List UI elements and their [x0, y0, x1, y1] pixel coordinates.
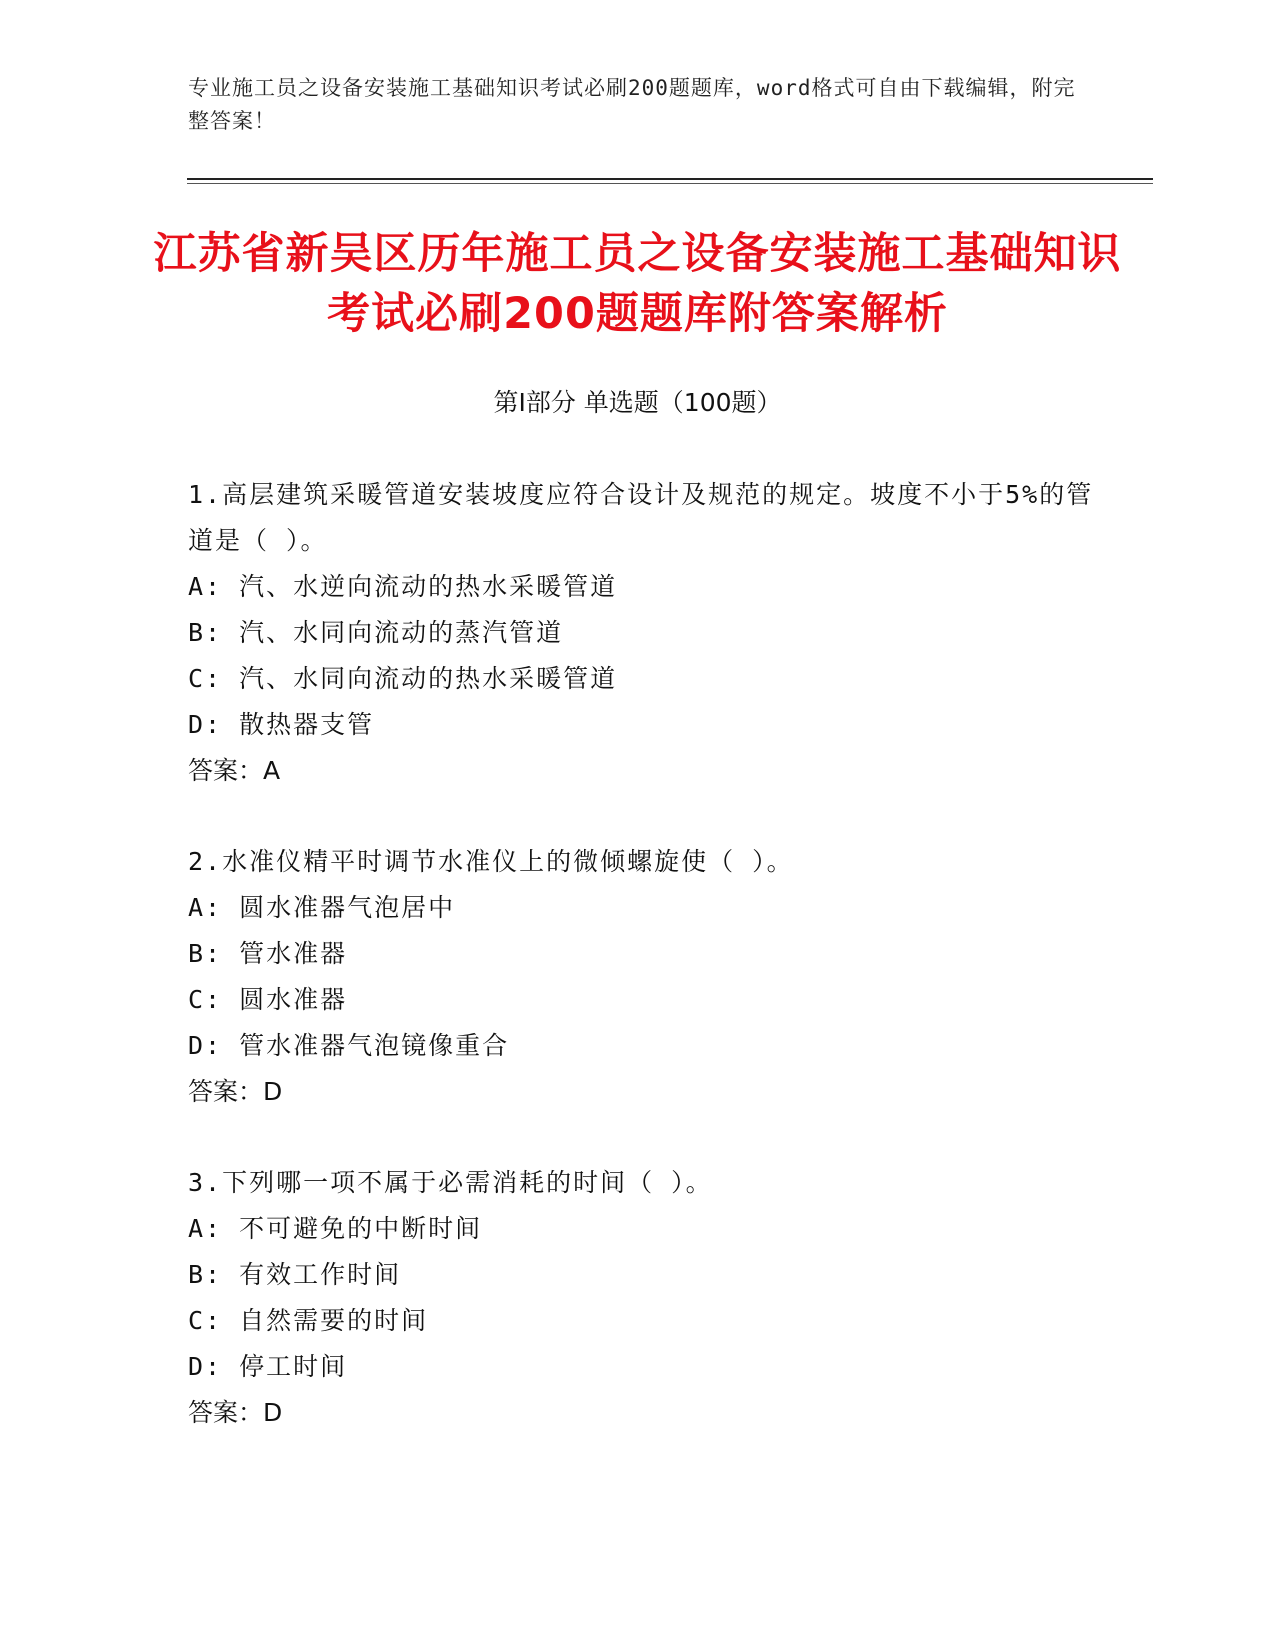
answer-text: 答案：D	[188, 1077, 283, 1106]
question-stem: 3.下列哪一项不属于必需消耗的时间（ ）。	[188, 1168, 713, 1197]
question-list	[188, 472, 1108, 1481]
question-stem: 1.高层建筑采暖管道安装坡度应符合设计及规范的规定。坡度不小于5%的管道是（ ）。	[188, 480, 1094, 555]
question-1	[188, 472, 1108, 794]
option-b: B: 有效工作时间	[188, 1260, 402, 1289]
option-a: A: 汽、水逆向流动的热水采暖管道	[188, 572, 618, 601]
option-d: D: 管水准器气泡镜像重合	[188, 1031, 510, 1060]
answer-text: 答案：A	[188, 756, 281, 785]
option-a: A: 圆水准器气泡居中	[188, 893, 456, 922]
option-b: B: 管水准器	[188, 939, 348, 968]
option-c: C: 汽、水同向流动的热水采暖管道	[188, 664, 618, 693]
option-d: D: 散热器支管	[188, 710, 375, 739]
option-b: B: 汽、水同向流动的蒸汽管道	[188, 618, 564, 647]
question-stem: 2.水准仪精平时调节水准仪上的微倾螺旋使（ ）。	[188, 847, 794, 876]
question-2	[188, 839, 1108, 1115]
header-divider-thin	[187, 183, 1153, 184]
question-3	[188, 1160, 1108, 1436]
option-d: D: 停工时间	[188, 1352, 348, 1381]
document-title: 江苏省新吴区历年施工员之设备安装施工基础知识考试必刷200题题库附答案解析	[153, 229, 1122, 339]
option-c: C: 圆水准器	[188, 985, 348, 1014]
option-c: C: 自然需要的时间	[188, 1306, 429, 1335]
answer-text: 答案：D	[188, 1398, 283, 1427]
header-note: 专业施工员之设备安装施工基础知识考试必刷200题题库，word格式可自由下载编辑，附完整答案！	[188, 76, 1076, 133]
option-a: A: 不可避免的中断时间	[188, 1214, 483, 1243]
header-divider	[187, 178, 1153, 180]
section-heading: 第Ⅰ部分 单选题（100题）	[493, 388, 782, 417]
